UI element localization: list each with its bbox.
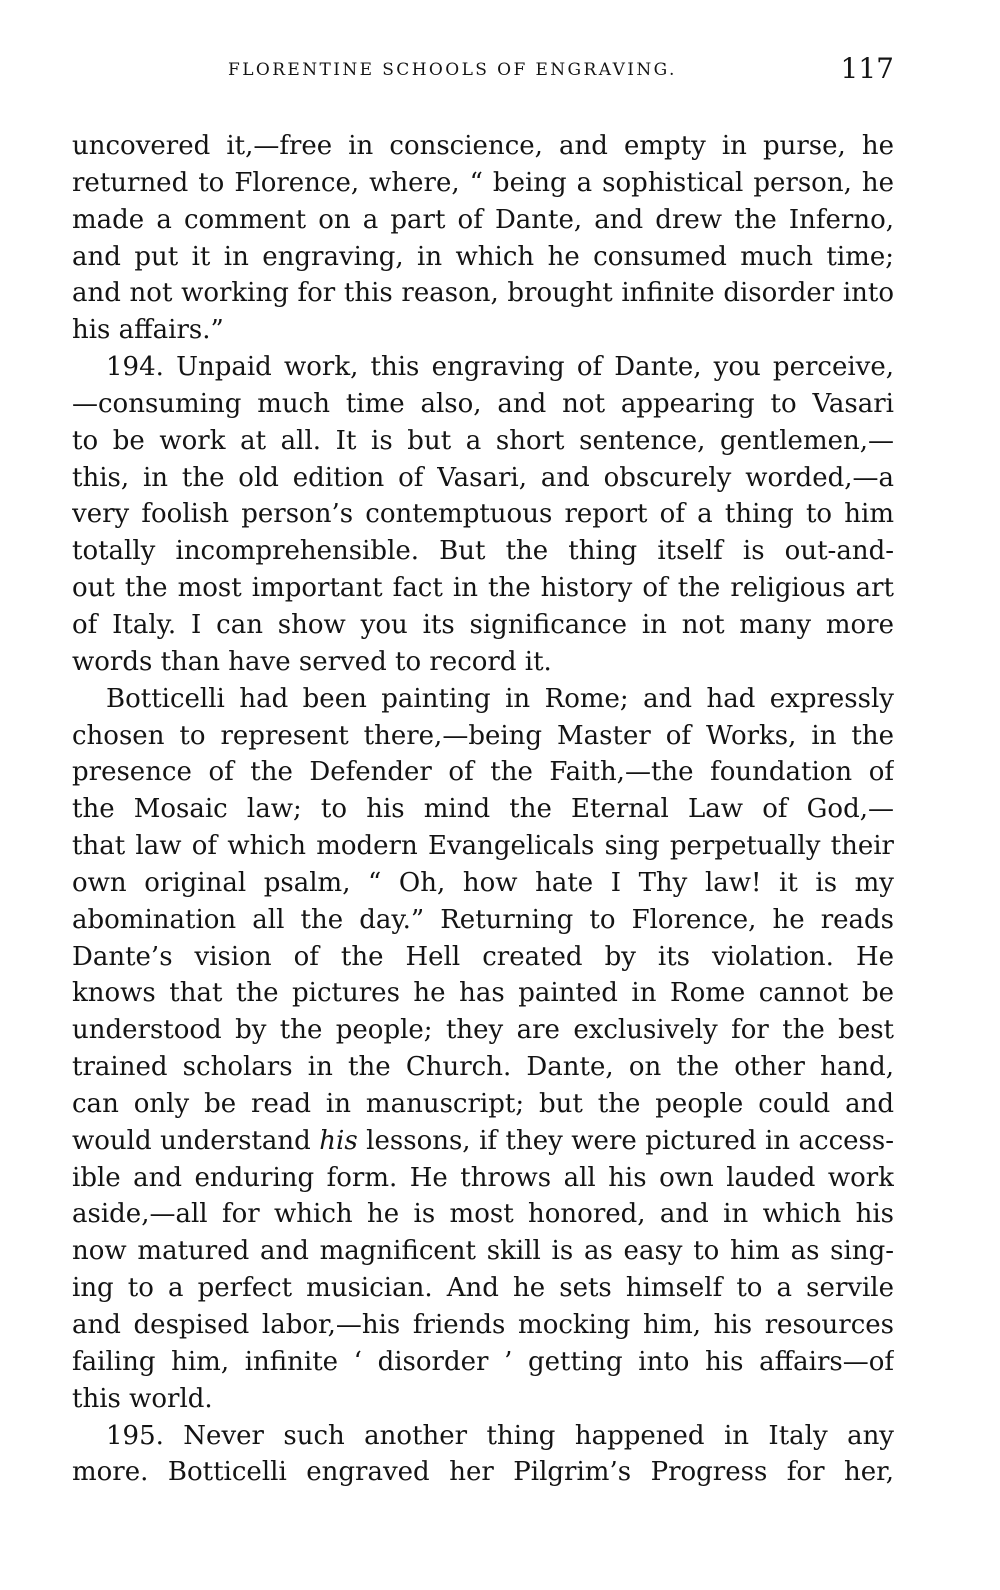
text-line: made a comment on a part of Dante, and drew the Inferno, xyxy=(72,204,894,235)
text-line: more. Botticelli engraved her Pilgrim’s Progress for her, xyxy=(72,1457,894,1488)
text-line: uncovered it,—free in conscience, and empty in purse, he xyxy=(72,131,894,161)
text-line: can only be read in manuscript; but the people could and xyxy=(72,1088,894,1119)
text-line: this world. xyxy=(72,1383,213,1414)
paragraph-194-start: 194. Unpaid work, this engraving of Dante, you perceive, xyxy=(106,352,894,383)
page-header xyxy=(72,52,894,92)
page-body-text xyxy=(72,128,894,1491)
text-line: words than have served to record it. xyxy=(72,646,552,677)
text-line: abomination all the day.” Returning to Florence, he reads xyxy=(72,904,894,935)
text-line: and despised labor,—his friends mocking him, his resources xyxy=(72,1310,894,1340)
text-line: failing him, infinite ‘ disorder ’ getting into his affairs—of xyxy=(72,1346,894,1377)
text-line: this, in the old edition of Vasari, and obscurely worded,—a xyxy=(72,462,894,493)
paragraph-195-start: 195. Never such another thing happened in Italy any xyxy=(106,1420,894,1451)
paragraph-botticelli-start: Botticelli had been painting in Rome; and had expressly xyxy=(106,683,894,714)
text-line: very foolish person’s contemptuous report of a thing to him xyxy=(72,499,894,530)
italic-word-his: his xyxy=(319,1125,358,1156)
text-line: of Italy. I can show you its significance in not many more xyxy=(72,609,894,640)
text-line: ible and enduring form. He throws all his own lauded work xyxy=(72,1162,894,1193)
line-segment: lessons, if they were pictured in access- xyxy=(357,1125,894,1156)
running-title: FLORENTINE SCHOOLS OF ENGRAVING. xyxy=(228,60,677,80)
text-line: ing to a perfect musician. And he sets himself to a servile xyxy=(72,1273,894,1304)
text-line: now matured and magnificent skill is as easy to him as sing- xyxy=(72,1236,894,1267)
text-line: his affairs.” xyxy=(72,315,224,346)
text-line: out the most important fact in the history of the religious art xyxy=(72,573,894,604)
text-line: and put it in engraving, in which he consumed much time; xyxy=(72,241,894,272)
text-line: the Mosaic law; to his mind the Eternal Law of God,— xyxy=(72,794,894,825)
line-segment: would understand xyxy=(72,1125,320,1156)
text-line: aside,—all for which he is most honored, and in which his xyxy=(72,1199,894,1230)
text-line: knows that the pictures he has painted in Rome cannot be xyxy=(72,978,894,1009)
page-number: 117 xyxy=(840,52,894,85)
text-line: own original psalm, “ Oh, how hate I Thy law! it is my xyxy=(72,867,894,898)
text-line: returned to Florence, where, “ being a sophistical person, he xyxy=(72,167,894,198)
text-line: —consuming much time also, and not appearing to Vasari xyxy=(72,388,894,419)
text-line: and not working for this reason, brought infinite disorder into xyxy=(72,278,894,309)
text-line-with-italic xyxy=(72,1123,894,1160)
text-line: to be work at all. It is but a short sentence, gentlemen,— xyxy=(72,425,894,456)
text-line: Dante’s vision of the Hell created by its violation. He xyxy=(72,941,894,972)
text-line: presence of the Defender of the Faith,—the foundation of xyxy=(72,757,894,788)
text-line: chosen to represent there,—being Master of Works, in the xyxy=(72,720,894,751)
text-line: that law of which modern Evangelicals sing perpetually their xyxy=(72,831,894,862)
text-line: totally incomprehensible. But the thing itself is out-and- xyxy=(72,536,894,567)
text-line: understood by the people; they are exclusively for the best xyxy=(72,1015,894,1046)
text-line: trained scholars in the Church. Dante, on the other hand, xyxy=(72,1052,894,1083)
